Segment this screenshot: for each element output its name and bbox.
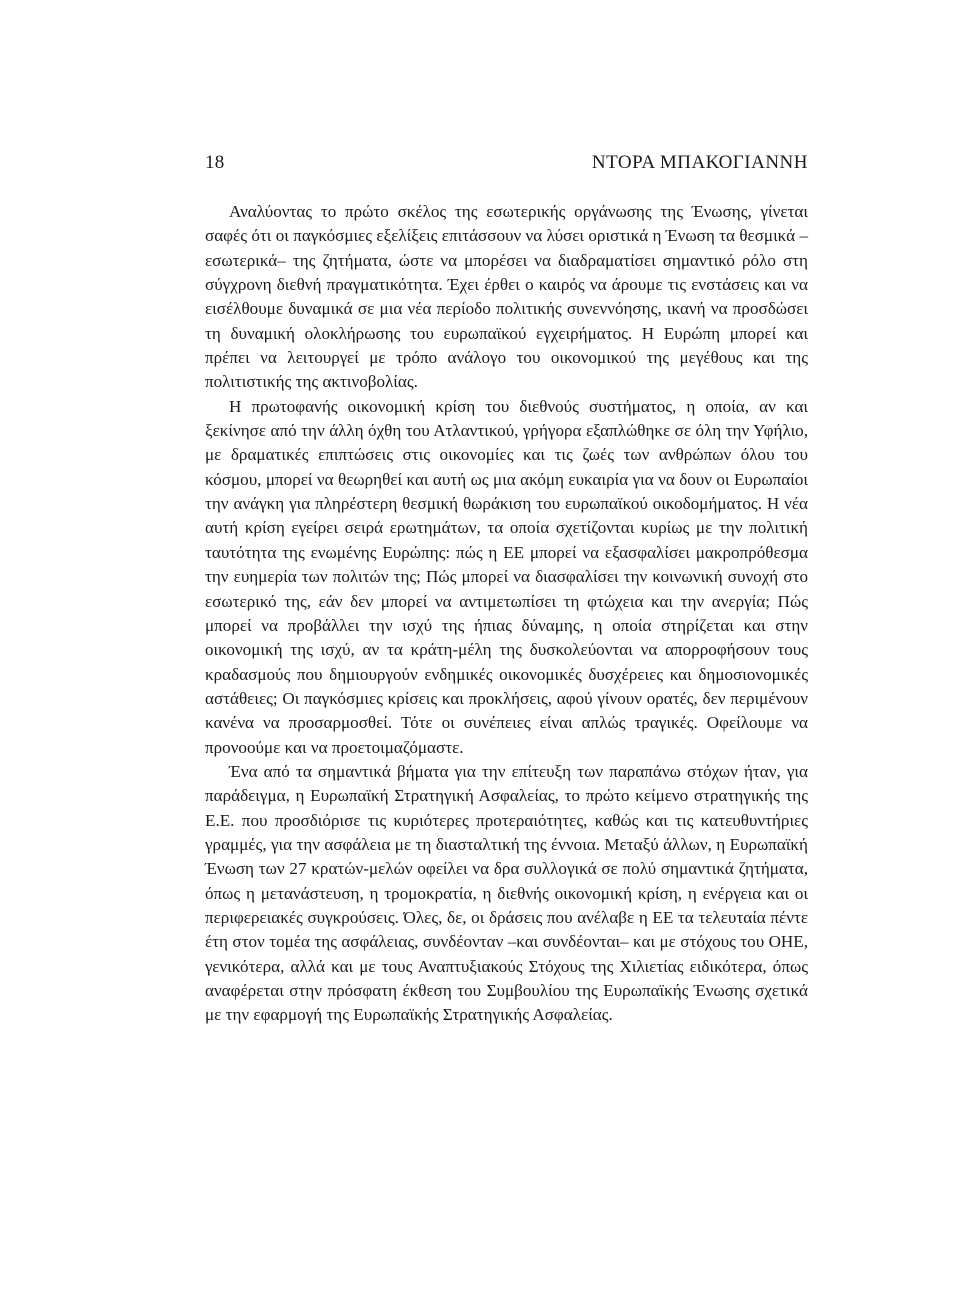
- paragraph-2: Η πρωτοφανής οικονομική κρίση του διεθνούς συστήματος, η οποία, αν και ξεκίνησε από την άλλη όχθη του Ατλαντικού, γρήγορα εξαπλώθηκε σε όλη την Υφήλιο, με δραματικές επιπτώσεις στις οικονομίες και τις ζωές των ανθρώπων όλου του κόσμου, μπορεί να θεωρηθεί και αυτή ως μια ακόμη ευκαιρία για να δουν οι Ευρωπαίοι την ανάγκη για πληρέστερη θεσμική θωράκιση του ευρωπαϊκού οικοδομήματος. Η νέα αυτή κρίση εγείρει σειρά ερωτημάτων, τα οποία σχετίζονται κυρίως με την πολιτική ταυτότητα της ενωμένης Ευρώπης: πώς η ΕΕ μπορεί να εξασφαλίσει μακροπρόθεσμα την ευημερία των πολιτών της; Πώς μπορεί να διασφαλίσει την κοινωνική συνοχή στο εσωτερικό της, εάν δεν μπορεί να αντιμετωπίσει τη φτώχεια και την ανεργία; Πώς μπορεί να προβάλλει την ισχύ της ήπιας δύναμης, η οποία στηρίζεται και στην οικονομική της ισχύ, αν τα κράτη-μέλη της δυσκολεύονται να απορροφήσουν τους κραδασμούς που δημιουργούν ενδημικές οικονομικές δυσχέρειες και δημοσιονομικές αστάθειες; Οι παγκόσμιες κρίσεις και προκλήσεις, αφού γίνουν ορατές, δεν περιμένουν κανένα να προσαρμοσθεί. Τότε οι συνέπειες είναι απλώς τραγικές. Οφείλουμε να προνοούμε και να προετοιμαζόμαστε.: [205, 396, 808, 757]
- book-page: [205, 148, 808, 1028]
- page-number: 18: [205, 152, 225, 173]
- paragraph-1: Αναλύοντας το πρώτο σκέλος της εσωτερικής οργάνωσης της Ένωσης, γίνεται σαφές ότι οι παγκόσμιες εξελίξεις επιτάσσουν να λύσει οριστικά η Ένωση τα θεσμικά –εσωτερικά– της ζητήματα, ώστε να μπορέσει να διαδραματίσει σημαντικό ρόλο στη σύγχρονη διεθνή πραγματικότητα. Έχει έρθει ο καιρός να άρουμε τις ενστάσεις και να εισέλθουμε δυναμικά σε μια νέα περίοδο πολιτικής συνεννόησης, ικανή να προσδώσει τη δυναμική ολοκλήρωσης του ευρωπαϊκού εγχειρήματος. Η Ευρώπη μπορεί και πρέπει να λειτουργεί με τρόπο ανάλογο του οικονομικού της μεγέθους και της πολιτιστικής της ακτινοβολίας.: [205, 202, 808, 392]
- running-title: ΝΤΟΡΑ ΜΠΑΚΟΓΙΑΝΝΗ: [591, 152, 808, 173]
- running-header: [205, 148, 808, 184]
- paragraph-3: Ένα από τα σημαντικά βήματα για την επίτευξη των παραπάνω στόχων ήταν, για παράδειγμα, η Ευρωπαϊκή Στρατηγική Ασφαλείας, το πρώτο κείμενο στρατηγικής της Ε.Ε. που προσδιόρισε τις κυριότερες προτεραιότητες, καθώς και τις κατευθυντήριες γραμμές, για την ασφάλεια με τη διασταλτική της έννοια. Μεταξύ άλλων, η Ευρωπαϊκή Ένωση των 27 κρατών-μελών οφείλει να δρα συλλογικά σε πολύ σημαντικά ζητήματα, όπως η μετανάστευση, η τρομοκρατία, η διεθνής οικονομική κρίση, η ενέργεια και οι περιφερειακές συγκρούσεις. Όλες, δε, οι δράσεις που ανέλαβε η ΕΕ τα τελευταία πέντε έτη στον τομέα της ασφάλειας, συνδέονταν –και συνδέονται– και με στόχους του ΟΗΕ, γενικότερα, αλλά και με τους Αναπτυξιακούς Στόχους της Χιλιετίας ειδικότερα, όπως αναφέρεται στην πρόσφατη έκθεση του Συμβουλίου της Ευρωπαϊκής Ένωσης σχετικά με την εφαρμογή της Ευρωπαϊκής Στρατηγικής Ασφαλείας.: [205, 761, 808, 1025]
- body-text: [205, 200, 808, 1028]
